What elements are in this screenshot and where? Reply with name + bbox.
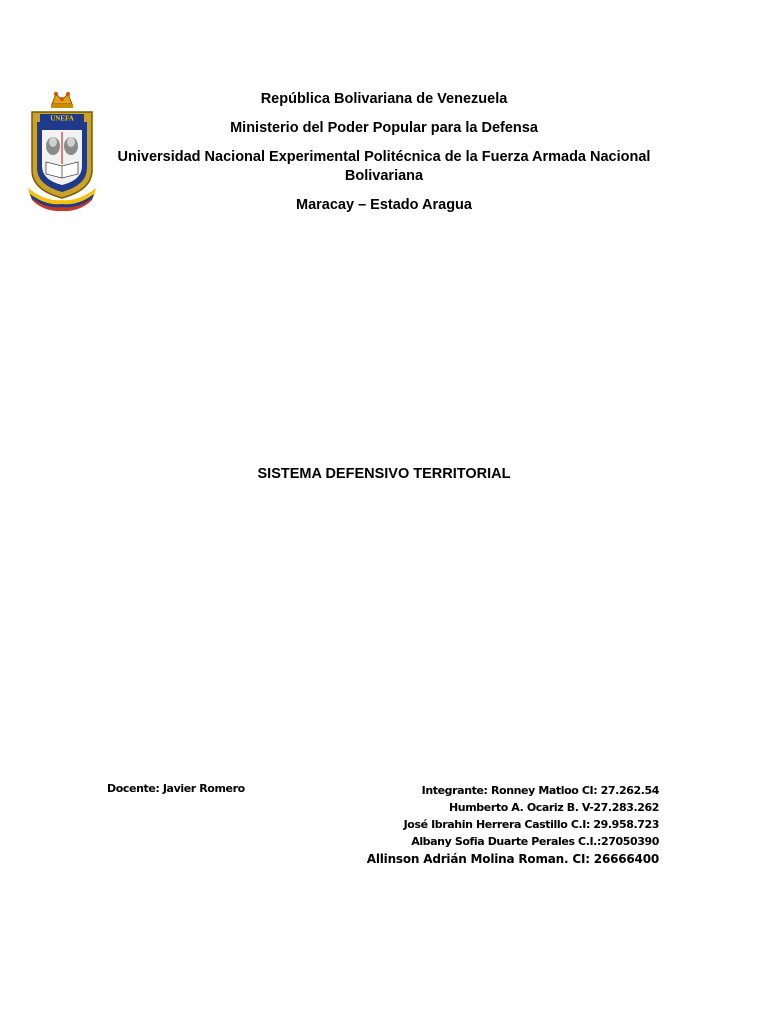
docente-label: Docente: Javier Romero	[107, 782, 245, 795]
header-ministry: Ministerio del Poder Popular para la Defensa	[230, 120, 538, 136]
integrantes-list	[367, 782, 659, 868]
header-university: Universidad Nacional Experimental Politécnica de la Fuerza Armada Nacional Bolivariana	[117, 149, 651, 184]
unefa-emblem-icon	[26, 90, 98, 212]
integrante-item: Humberto A. Ocariz B. V-27.283.262	[448, 801, 659, 814]
integrante-item: Allinson Adrián Molina Roman. CI: 26666400	[366, 852, 659, 866]
emblem-text: UNEFA	[50, 114, 74, 123]
document-header	[100, 90, 668, 225]
integrante-item: Integrante: Ronney Matloo CI: 27.262.54	[421, 784, 659, 797]
header-republic: República Bolivariana de Venezuela	[260, 91, 508, 107]
document-title: SISTEMA DEFENSIVO TERRITORIAL	[257, 466, 511, 482]
integrante-item: Albany Sofia Duarte Perales C.I.:27050390	[411, 835, 659, 848]
integrante-item: José Ibrahin Herrera Castillo C.I: 29.958.723	[403, 818, 659, 831]
header-location: Maracay – Estado Aragua	[296, 197, 472, 213]
